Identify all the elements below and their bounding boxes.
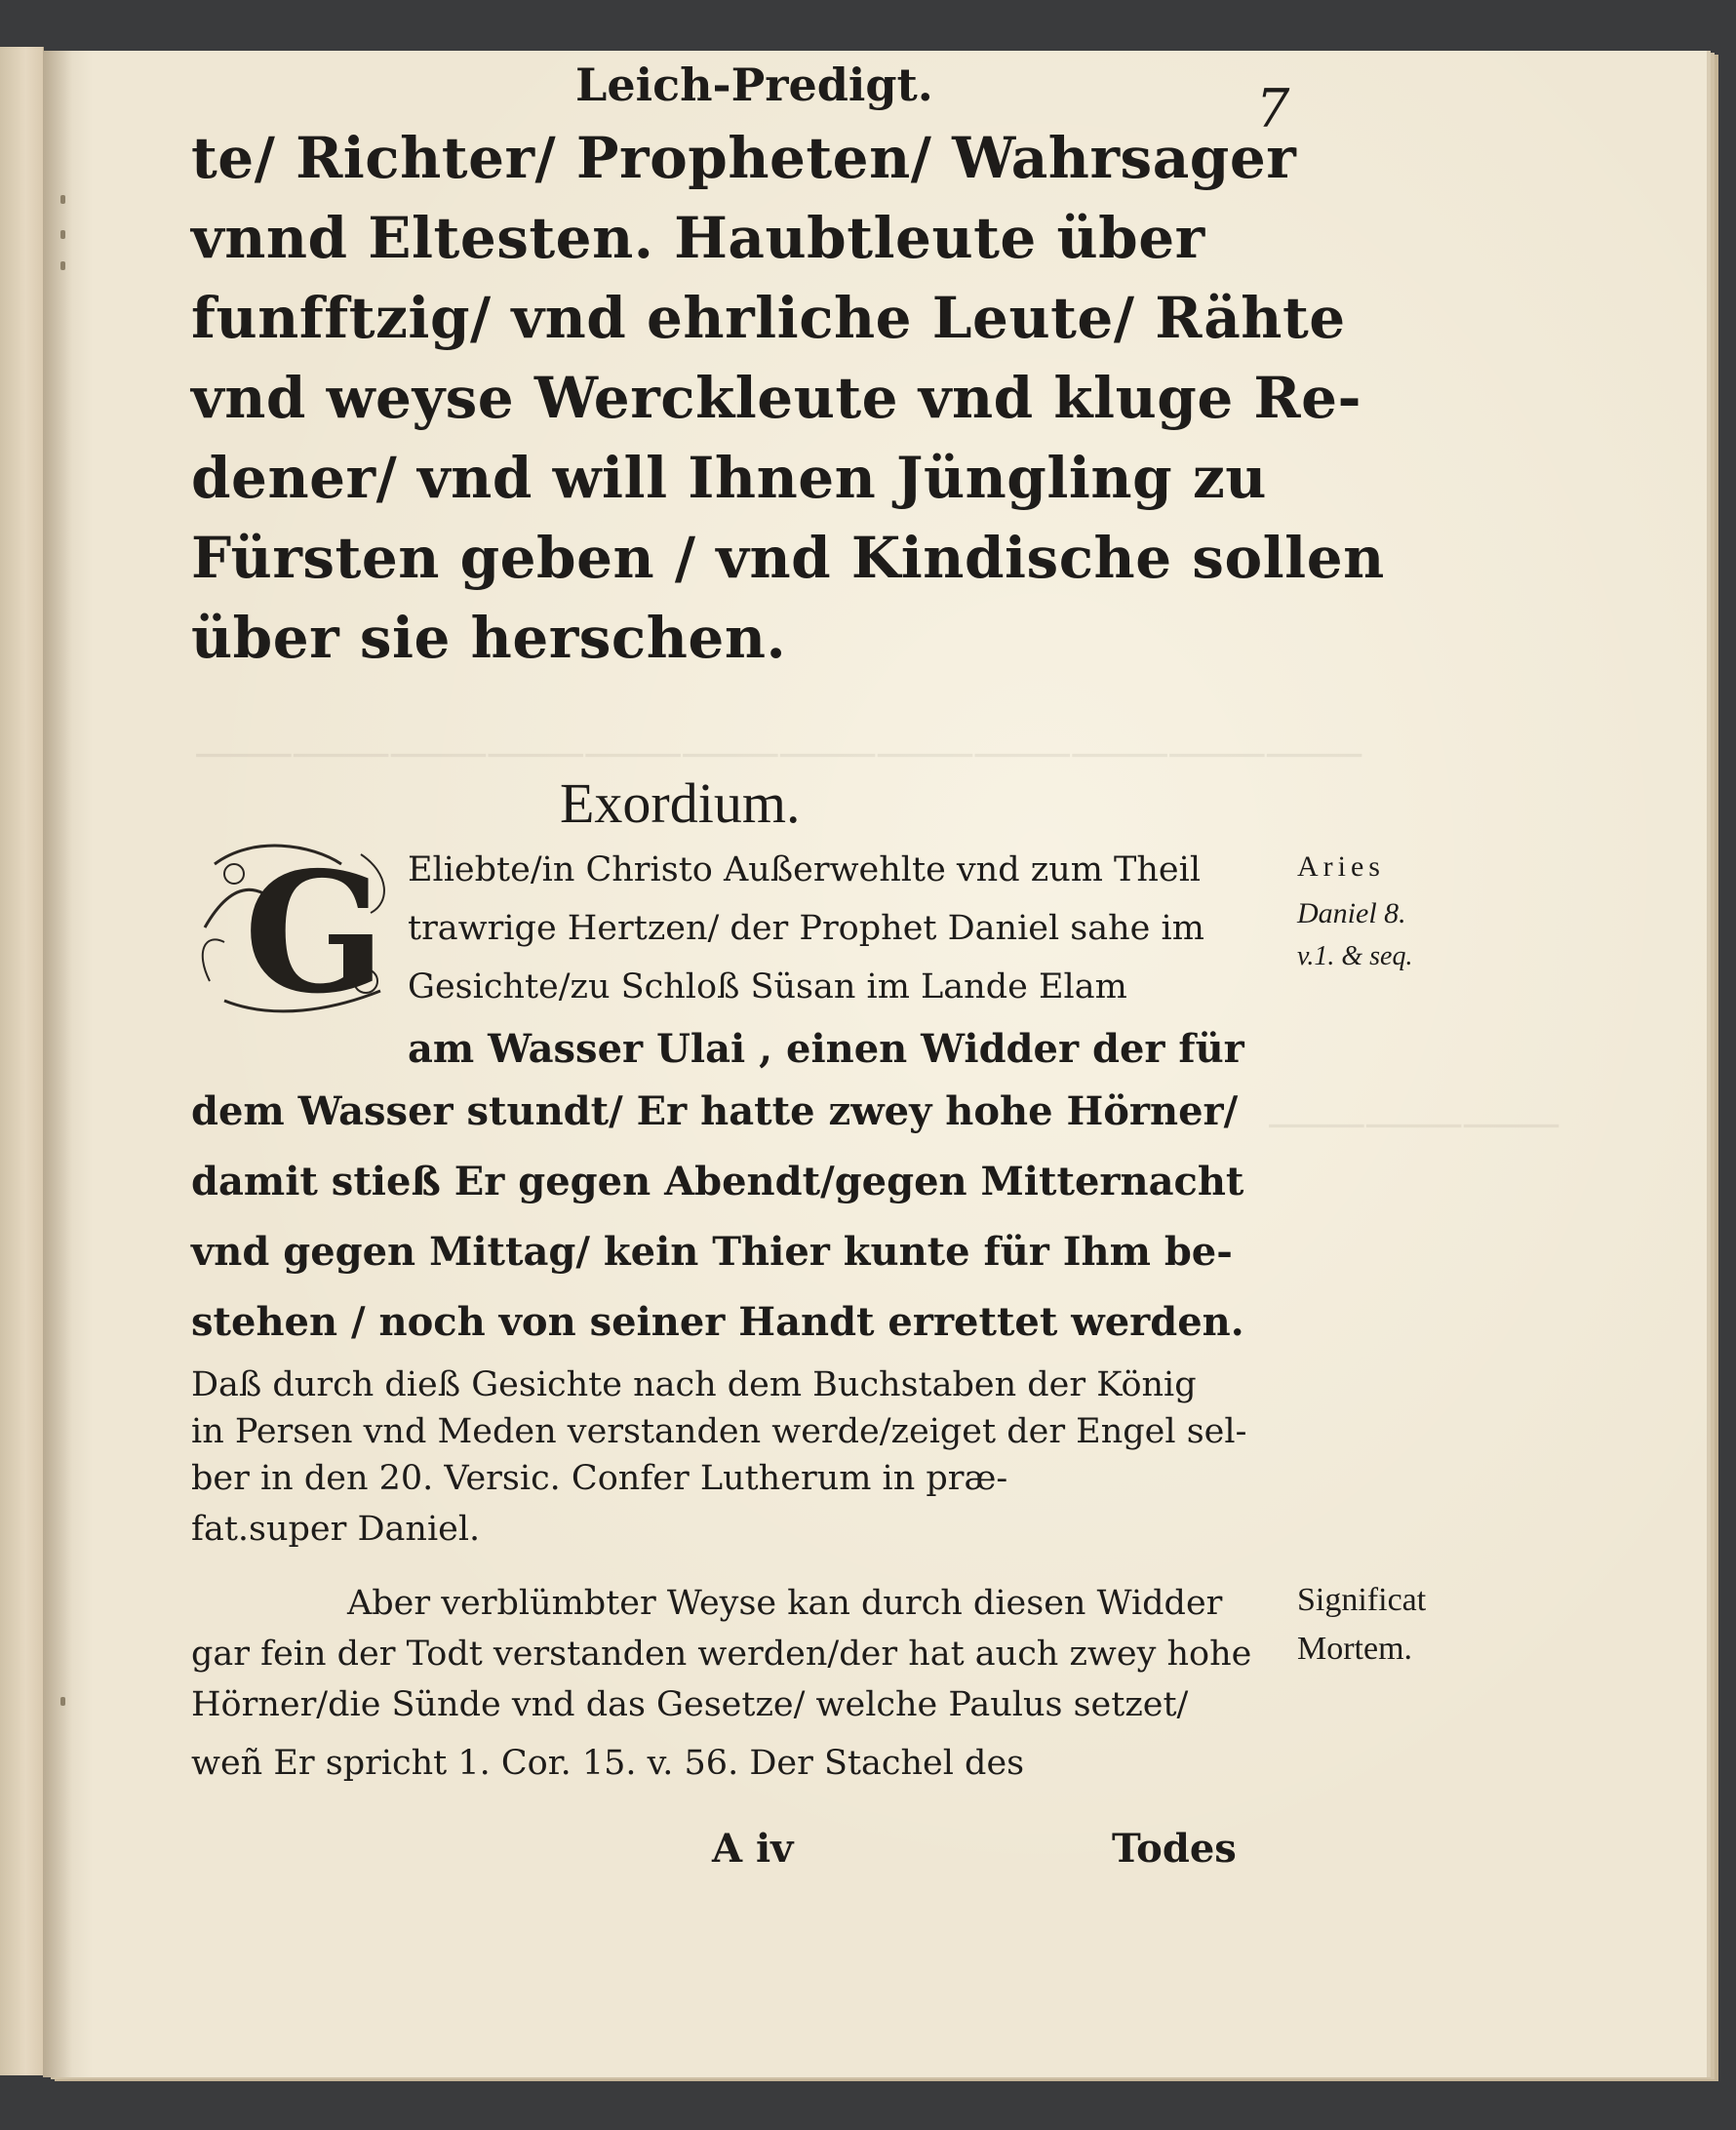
intro-line: über sie herschen. [191, 605, 787, 671]
section-heading: Exordium. [560, 771, 801, 835]
svg-text:G: G [244, 836, 386, 1020]
paragraph-line: fat.super Daniel. [191, 1510, 481, 1549]
margin-note-reference: Daniel 8. [1297, 897, 1406, 929]
intro-line: dener/ vnd will Ihnen Jüngling zu [191, 445, 1267, 511]
paragraph-line: in Persen vnd Meden verstanden werde/zeiget der Engel sel- [191, 1412, 1247, 1451]
page-number: 7 [1256, 78, 1290, 139]
intro-line: te/ Richter/ Propheten/ Wahrsager [191, 125, 1297, 191]
intro-line: vnnd Eltesten. Haubtleute über [191, 205, 1205, 271]
paragraph-line: Hörner/die Sünde vnd das Gesetze/ welche Paulus setzet/ [191, 1685, 1189, 1724]
paragraph-line: dem Wasser stundt/ Er hatte zwey hohe Hörner/ [191, 1088, 1239, 1134]
intro-line: Fürsten geben / vnd Kindische sollen [191, 525, 1385, 591]
running-head: Leich-Predigt. [575, 59, 933, 111]
paragraph-line: Daß durch dieß Gesichte nach dem Buchstaben der König [191, 1365, 1197, 1404]
paragraph-line: Aber verblümbter Weyse kan durch diesen Widder [347, 1584, 1223, 1623]
intro-line: funfftzig/ vnd ehrliche Leute/ Rähte [191, 285, 1346, 351]
intro-line: vnd weyse Werckleute vnd kluge Re- [191, 365, 1362, 431]
paragraph-line: Eliebte/in Christo Außerwehlte vnd zum Theil [408, 850, 1202, 889]
signature-mark: A iv [712, 1826, 794, 1872]
show-through-text: ⸻⸻⸻ [1268, 1100, 1560, 1146]
paragraph-line: Gesichte/zu Schloß Süsan im Lande Elam [408, 967, 1127, 1006]
ornamental-initial [195, 835, 400, 1020]
paragraph-line: damit stieß Er gegen Abendt/gegen Mitternacht [191, 1159, 1244, 1204]
margin-note-significat: Significat [1297, 1582, 1427, 1618]
paragraph-line: weñ Er spricht 1. Cor. 15. v. 56. Der Stachel des [191, 1744, 1025, 1783]
paragraph-line: trawrige Hertzen/ der Prophet Daniel sahe im [408, 909, 1204, 948]
spine-shadow [43, 51, 72, 2077]
paragraph-line: gar fein der Todt verstanden werden/der hat auch zwey hohe [191, 1635, 1252, 1674]
catchword: Todes [1112, 1826, 1237, 1872]
paragraph-line: am Wasser Ulai , einen Widder der für [408, 1026, 1244, 1072]
margin-note-mortem: Mortem. [1297, 1631, 1413, 1667]
margin-note-verse: v.1. & seq. [1297, 941, 1413, 971]
show-through-text: ⸻⸻⸻⸻⸻⸻⸻⸻⸻⸻⸻⸻ [195, 730, 1363, 775]
paragraph-line: ber in den 20. Versic. Confer Lutherum in præ- [191, 1459, 1008, 1498]
facing-page-edge [0, 47, 44, 2075]
margin-note-aries: Aries [1297, 850, 1385, 883]
paragraph-line: stehen / noch von seiner Handt errettet werden. [191, 1299, 1244, 1345]
paragraph-line: vnd gegen Mittag/ kein Thier kunte für Ihm be- [191, 1229, 1233, 1275]
